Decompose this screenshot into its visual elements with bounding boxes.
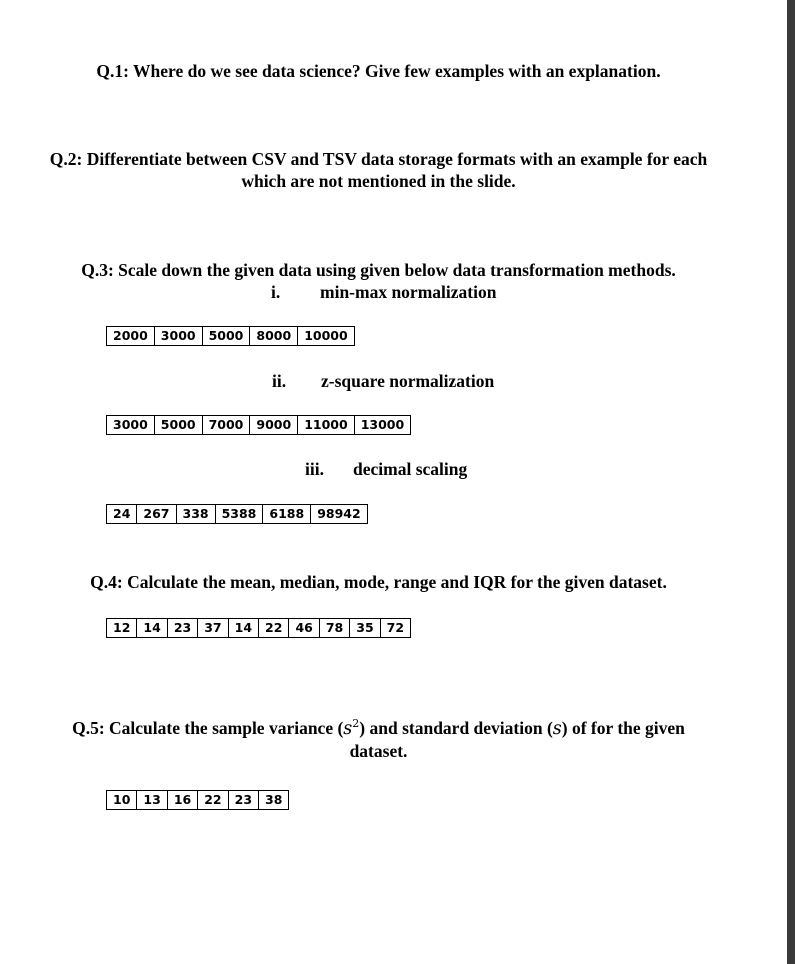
- data-cell: 37: [198, 619, 228, 638]
- data-cell: 7000: [202, 416, 250, 435]
- data-cell: 14: [228, 619, 258, 638]
- question-5-text-c: ) of for the given: [561, 717, 685, 738]
- data-cell: 22: [198, 791, 228, 810]
- question-5-line2: dataset.: [349, 740, 408, 761]
- data-cell: 16: [167, 791, 197, 810]
- question-5-line1: [0, 713, 757, 740]
- data-cell: 22: [259, 619, 289, 638]
- data-cell: 6188: [263, 505, 311, 524]
- question-2-line1: Q.2: Differentiate between CSV and TSV data storage formats with an example for each: [49, 149, 708, 169]
- data-cell: 2000: [107, 327, 155, 346]
- method-1-label: min-max normalization: [320, 282, 497, 302]
- variance-letter: s: [343, 718, 353, 739]
- data-cell: 24: [107, 505, 137, 524]
- data-cell: 46: [289, 619, 319, 638]
- data-cell: 5000: [202, 327, 250, 346]
- data-cell: 13: [137, 791, 167, 810]
- method-2-label: z-square normalization: [321, 371, 495, 391]
- data-cell: 38: [259, 791, 289, 810]
- question-5: [0, 713, 757, 762]
- question-3-title: [0, 259, 757, 281]
- data-cell: 8000: [250, 327, 298, 346]
- table-row: [107, 619, 411, 638]
- table-row: [107, 791, 289, 810]
- question-4-text: Q.4: Calculate the mean, median, mode, range and IQR for the given dataset.: [90, 572, 667, 592]
- method-1-number: i.: [271, 282, 281, 302]
- data-cell: 12: [107, 619, 137, 638]
- question-5-text-b: ) and standard deviation (: [359, 717, 553, 738]
- question-1-text: Q.1: Where do we see data science? Give few examples with an explanation.: [96, 61, 661, 81]
- question-5-text-a: Q.5: Calculate the sample variance (: [72, 717, 344, 738]
- data-cell: 13000: [354, 416, 411, 435]
- question-2: [0, 148, 757, 192]
- question-5-table: [106, 790, 289, 810]
- data-cell: 14: [137, 619, 167, 638]
- data-cell: 10000: [298, 327, 355, 346]
- method-3-label: decimal scaling: [353, 459, 468, 479]
- data-cell: 98942: [311, 505, 368, 524]
- method-1-table: [106, 326, 355, 346]
- data-cell: 3000: [154, 327, 202, 346]
- data-cell: 23: [228, 791, 258, 810]
- question-3-text: Q.3: Scale down the given data using given below data transformation methods.: [81, 260, 676, 280]
- table-row: [107, 505, 368, 524]
- method-2-number: ii.: [272, 371, 287, 391]
- question-1: [0, 60, 757, 82]
- question-4-title: [0, 571, 757, 593]
- window-edge: [787, 0, 795, 964]
- table-row: [107, 416, 411, 435]
- data-cell: 11000: [298, 416, 355, 435]
- data-cell: 3000: [107, 416, 155, 435]
- question-2-line2: which are not mentioned in the slide.: [241, 171, 516, 191]
- data-cell: 5000: [154, 416, 202, 435]
- data-cell: 78: [319, 619, 349, 638]
- data-cell: 72: [380, 619, 410, 638]
- table-row: [107, 327, 355, 346]
- method-2-heading: [272, 370, 494, 392]
- question-4-table: [106, 618, 411, 638]
- method-2-table: [106, 415, 411, 435]
- method-3-number: iii.: [305, 459, 324, 479]
- std-dev-symbol: s: [552, 718, 562, 739]
- data-cell: 5388: [215, 505, 263, 524]
- method-3-table: [106, 504, 368, 524]
- data-cell: 23: [167, 619, 197, 638]
- data-cell: 10: [107, 791, 137, 810]
- variance-symbol: [343, 719, 359, 739]
- data-cell: 35: [350, 619, 380, 638]
- method-1-heading: [271, 281, 496, 303]
- method-3-heading: [305, 458, 467, 480]
- variance-exponent: 2: [352, 717, 360, 730]
- data-cell: 267: [137, 505, 176, 524]
- data-cell: 338: [176, 505, 215, 524]
- data-cell: 9000: [250, 416, 298, 435]
